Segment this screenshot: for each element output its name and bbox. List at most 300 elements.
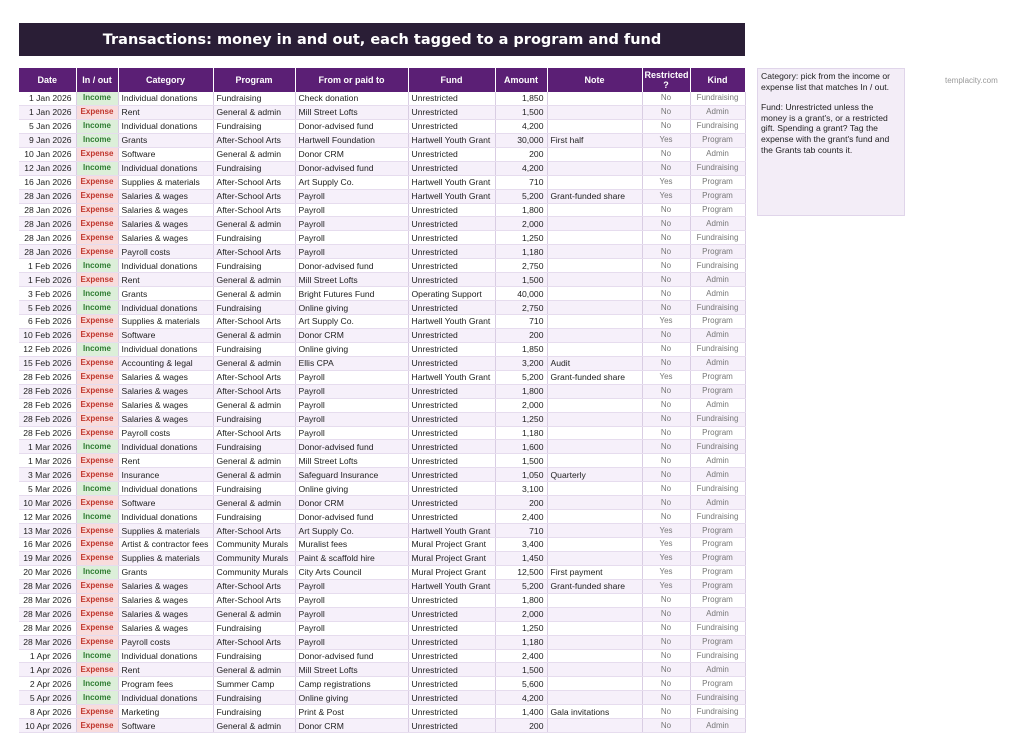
cell-from-or-paid-to[interactable]: Print & Post bbox=[295, 705, 408, 719]
cell-fund[interactable]: Unrestricted bbox=[408, 719, 495, 733]
cell-program[interactable]: After-School Arts bbox=[213, 370, 295, 384]
cell-fund[interactable]: Unrestricted bbox=[408, 454, 495, 468]
cell-category[interactable]: Accounting & legal bbox=[118, 356, 213, 370]
cell-fund[interactable]: Mural Project Grant bbox=[408, 565, 495, 579]
cell-from-or-paid-to[interactable]: Donor-advised fund bbox=[295, 510, 408, 524]
cell-note[interactable] bbox=[547, 607, 642, 621]
cell-kind[interactable]: Admin bbox=[690, 663, 745, 677]
cell-kind[interactable]: Admin bbox=[690, 328, 745, 342]
cell-note[interactable] bbox=[547, 217, 642, 231]
cell-category[interactable]: Software bbox=[118, 328, 213, 342]
cell-kind[interactable]: Fundraising bbox=[690, 510, 745, 524]
cell-program[interactable]: General & admin bbox=[213, 663, 295, 677]
cell-restricted[interactable]: No bbox=[642, 426, 690, 440]
cell-restricted[interactable]: No bbox=[642, 356, 690, 370]
cell-note[interactable] bbox=[547, 649, 642, 663]
cell-in-out[interactable]: Expense bbox=[76, 663, 118, 677]
cell-kind[interactable]: Fundraising bbox=[690, 119, 745, 133]
cell-program[interactable]: Fundraising bbox=[213, 161, 295, 175]
cell-kind[interactable]: Admin bbox=[690, 454, 745, 468]
cell-amount[interactable]: 2,000 bbox=[495, 607, 547, 621]
cell-note[interactable] bbox=[547, 454, 642, 468]
cell-category[interactable]: Individual donations bbox=[118, 440, 213, 454]
cell-fund[interactable]: Unrestricted bbox=[408, 92, 495, 105]
cell-from-or-paid-to[interactable]: Online giving bbox=[295, 482, 408, 496]
cell-restricted[interactable]: No bbox=[642, 384, 690, 398]
cell-fund[interactable]: Unrestricted bbox=[408, 635, 495, 649]
cell-program[interactable]: Fundraising bbox=[213, 691, 295, 705]
cell-amount[interactable]: 3,400 bbox=[495, 538, 547, 552]
cell-fund[interactable]: Unrestricted bbox=[408, 482, 495, 496]
cell-restricted[interactable]: No bbox=[642, 677, 690, 691]
cell-fund[interactable]: Unrestricted bbox=[408, 691, 495, 705]
cell-amount[interactable]: 3,200 bbox=[495, 356, 547, 370]
cell-date[interactable]: 16 Jan 2026 bbox=[19, 175, 76, 189]
cell-fund[interactable]: Operating Support bbox=[408, 287, 495, 301]
cell-in-out[interactable]: Expense bbox=[76, 426, 118, 440]
cell-in-out[interactable]: Expense bbox=[76, 635, 118, 649]
cell-note[interactable] bbox=[547, 524, 642, 538]
cell-restricted[interactable]: No bbox=[642, 705, 690, 719]
cell-date[interactable]: 28 Mar 2026 bbox=[19, 607, 76, 621]
cell-program[interactable]: After-School Arts bbox=[213, 635, 295, 649]
cell-program[interactable]: Fundraising bbox=[213, 482, 295, 496]
cell-from-or-paid-to[interactable]: Mill Street Lofts bbox=[295, 454, 408, 468]
cell-fund[interactable]: Unrestricted bbox=[408, 273, 495, 287]
cell-from-or-paid-to[interactable]: Hartwell Foundation bbox=[295, 133, 408, 147]
cell-category[interactable]: Individual donations bbox=[118, 342, 213, 356]
cell-category[interactable]: Individual donations bbox=[118, 259, 213, 273]
cell-category[interactable]: Salaries & wages bbox=[118, 579, 213, 593]
cell-amount[interactable]: 1,500 bbox=[495, 663, 547, 677]
cell-program[interactable]: Fundraising bbox=[213, 231, 295, 245]
cell-kind[interactable]: Program bbox=[690, 189, 745, 203]
cell-kind[interactable]: Admin bbox=[690, 496, 745, 510]
cell-in-out[interactable]: Expense bbox=[76, 315, 118, 329]
cell-date[interactable]: 9 Jan 2026 bbox=[19, 133, 76, 147]
cell-in-out[interactable]: Expense bbox=[76, 370, 118, 384]
cell-in-out[interactable]: Income bbox=[76, 92, 118, 105]
cell-from-or-paid-to[interactable]: Online giving bbox=[295, 342, 408, 356]
cell-kind[interactable]: Program bbox=[690, 551, 745, 565]
cell-fund[interactable]: Unrestricted bbox=[408, 203, 495, 217]
cell-fund[interactable]: Unrestricted bbox=[408, 593, 495, 607]
cell-note[interactable] bbox=[547, 259, 642, 273]
cell-note[interactable] bbox=[547, 245, 642, 259]
cell-in-out[interactable]: Income bbox=[76, 119, 118, 133]
column-header-program[interactable]: Program bbox=[213, 68, 295, 92]
cell-kind[interactable]: Fundraising bbox=[690, 621, 745, 635]
cell-restricted[interactable]: No bbox=[642, 663, 690, 677]
cell-note[interactable] bbox=[547, 677, 642, 691]
cell-category[interactable]: Salaries & wages bbox=[118, 370, 213, 384]
cell-date[interactable]: 5 Mar 2026 bbox=[19, 482, 76, 496]
cell-program[interactable]: Fundraising bbox=[213, 705, 295, 719]
cell-kind[interactable]: Fundraising bbox=[690, 342, 745, 356]
cell-date[interactable]: 28 Jan 2026 bbox=[19, 203, 76, 217]
cell-date[interactable]: 8 Apr 2026 bbox=[19, 705, 76, 719]
cell-in-out[interactable]: Income bbox=[76, 133, 118, 147]
cell-in-out[interactable]: Income bbox=[76, 565, 118, 579]
cell-amount[interactable]: 1,050 bbox=[495, 468, 547, 482]
cell-amount[interactable]: 710 bbox=[495, 315, 547, 329]
cell-program[interactable]: General & admin bbox=[213, 328, 295, 342]
cell-restricted[interactable]: No bbox=[642, 482, 690, 496]
cell-in-out[interactable]: Expense bbox=[76, 412, 118, 426]
cell-restricted[interactable]: No bbox=[642, 412, 690, 426]
cell-from-or-paid-to[interactable]: Payroll bbox=[295, 426, 408, 440]
cell-kind[interactable]: Fundraising bbox=[690, 691, 745, 705]
cell-in-out[interactable]: Expense bbox=[76, 551, 118, 565]
cell-from-or-paid-to[interactable]: Payroll bbox=[295, 398, 408, 412]
cell-kind[interactable]: Fundraising bbox=[690, 301, 745, 315]
cell-restricted[interactable]: No bbox=[642, 607, 690, 621]
cell-program[interactable]: Fundraising bbox=[213, 92, 295, 105]
cell-kind[interactable]: Admin bbox=[690, 147, 745, 161]
cell-from-or-paid-to[interactable]: Donor CRM bbox=[295, 496, 408, 510]
cell-date[interactable]: 1 Feb 2026 bbox=[19, 259, 76, 273]
cell-amount[interactable]: 2,750 bbox=[495, 259, 547, 273]
cell-date[interactable]: 10 Jan 2026 bbox=[19, 147, 76, 161]
cell-restricted[interactable]: Yes bbox=[642, 551, 690, 565]
cell-date[interactable]: 1 Feb 2026 bbox=[19, 273, 76, 287]
cell-category[interactable]: Salaries & wages bbox=[118, 189, 213, 203]
cell-date[interactable]: 12 Mar 2026 bbox=[19, 510, 76, 524]
cell-in-out[interactable]: Expense bbox=[76, 356, 118, 370]
cell-program[interactable]: Community Murals bbox=[213, 551, 295, 565]
cell-from-or-paid-to[interactable]: Camp registrations bbox=[295, 677, 408, 691]
cell-program[interactable]: Fundraising bbox=[213, 259, 295, 273]
cell-restricted[interactable]: No bbox=[642, 398, 690, 412]
cell-kind[interactable]: Admin bbox=[690, 217, 745, 231]
cell-kind[interactable]: Fundraising bbox=[690, 440, 745, 454]
cell-from-or-paid-to[interactable]: Mill Street Lofts bbox=[295, 105, 408, 119]
cell-date[interactable]: 1 Mar 2026 bbox=[19, 440, 76, 454]
cell-restricted[interactable]: Yes bbox=[642, 524, 690, 538]
cell-amount[interactable]: 710 bbox=[495, 524, 547, 538]
cell-in-out[interactable]: Income bbox=[76, 691, 118, 705]
cell-date[interactable]: 3 Mar 2026 bbox=[19, 468, 76, 482]
column-header-amount[interactable]: Amount bbox=[495, 68, 547, 92]
cell-category[interactable]: Payroll costs bbox=[118, 635, 213, 649]
cell-in-out[interactable]: Expense bbox=[76, 398, 118, 412]
cell-category[interactable]: Supplies & materials bbox=[118, 551, 213, 565]
cell-category[interactable]: Payroll costs bbox=[118, 426, 213, 440]
cell-from-or-paid-to[interactable]: Payroll bbox=[295, 189, 408, 203]
cell-note[interactable] bbox=[547, 551, 642, 565]
cell-from-or-paid-to[interactable]: Donor-advised fund bbox=[295, 440, 408, 454]
cell-category[interactable]: Program fees bbox=[118, 677, 213, 691]
cell-in-out[interactable]: Expense bbox=[76, 273, 118, 287]
cell-kind[interactable]: Fundraising bbox=[690, 705, 745, 719]
cell-date[interactable]: 2 Apr 2026 bbox=[19, 677, 76, 691]
cell-restricted[interactable]: No bbox=[642, 92, 690, 105]
cell-amount[interactable]: 3,100 bbox=[495, 482, 547, 496]
cell-amount[interactable]: 200 bbox=[495, 147, 547, 161]
cell-fund[interactable]: Unrestricted bbox=[408, 147, 495, 161]
cell-note[interactable] bbox=[547, 147, 642, 161]
cell-category[interactable]: Salaries & wages bbox=[118, 217, 213, 231]
cell-program[interactable]: Fundraising bbox=[213, 342, 295, 356]
cell-in-out[interactable]: Expense bbox=[76, 705, 118, 719]
cell-category[interactable]: Salaries & wages bbox=[118, 384, 213, 398]
cell-amount[interactable]: 1,400 bbox=[495, 705, 547, 719]
cell-date[interactable]: 28 Mar 2026 bbox=[19, 635, 76, 649]
cell-note[interactable] bbox=[547, 510, 642, 524]
cell-restricted[interactable]: No bbox=[642, 719, 690, 733]
cell-from-or-paid-to[interactable]: Art Supply Co. bbox=[295, 315, 408, 329]
cell-in-out[interactable]: Expense bbox=[76, 621, 118, 635]
cell-amount[interactable]: 4,200 bbox=[495, 161, 547, 175]
cell-category[interactable]: Salaries & wages bbox=[118, 607, 213, 621]
cell-amount[interactable]: 5,200 bbox=[495, 370, 547, 384]
cell-note[interactable] bbox=[547, 92, 642, 105]
cell-in-out[interactable]: Expense bbox=[76, 231, 118, 245]
cell-program[interactable]: General & admin bbox=[213, 454, 295, 468]
cell-note[interactable] bbox=[547, 496, 642, 510]
cell-kind[interactable]: Program bbox=[690, 426, 745, 440]
cell-category[interactable]: Rent bbox=[118, 454, 213, 468]
cell-amount[interactable]: 1,250 bbox=[495, 412, 547, 426]
cell-date[interactable]: 28 Jan 2026 bbox=[19, 217, 76, 231]
cell-fund[interactable]: Hartwell Youth Grant bbox=[408, 175, 495, 189]
cell-amount[interactable]: 1,500 bbox=[495, 454, 547, 468]
cell-kind[interactable]: Admin bbox=[690, 287, 745, 301]
cell-fund[interactable]: Hartwell Youth Grant bbox=[408, 315, 495, 329]
cell-program[interactable]: General & admin bbox=[213, 356, 295, 370]
cell-fund[interactable]: Unrestricted bbox=[408, 468, 495, 482]
cell-fund[interactable]: Unrestricted bbox=[408, 342, 495, 356]
cell-restricted[interactable]: No bbox=[642, 245, 690, 259]
cell-fund[interactable]: Hartwell Youth Grant bbox=[408, 189, 495, 203]
cell-kind[interactable]: Admin bbox=[690, 273, 745, 287]
cell-restricted[interactable]: Yes bbox=[642, 579, 690, 593]
cell-fund[interactable]: Hartwell Youth Grant bbox=[408, 579, 495, 593]
cell-kind[interactable]: Admin bbox=[690, 468, 745, 482]
cell-date[interactable]: 5 Jan 2026 bbox=[19, 119, 76, 133]
cell-program[interactable]: After-School Arts bbox=[213, 189, 295, 203]
cell-date[interactable]: 10 Mar 2026 bbox=[19, 496, 76, 510]
cell-from-or-paid-to[interactable]: Payroll bbox=[295, 607, 408, 621]
cell-amount[interactable]: 1,500 bbox=[495, 273, 547, 287]
cell-fund[interactable]: Unrestricted bbox=[408, 259, 495, 273]
column-header-fund[interactable]: Fund bbox=[408, 68, 495, 92]
cell-restricted[interactable]: No bbox=[642, 328, 690, 342]
cell-kind[interactable]: Fundraising bbox=[690, 161, 745, 175]
cell-amount[interactable]: 1,450 bbox=[495, 551, 547, 565]
cell-date[interactable]: 28 Mar 2026 bbox=[19, 579, 76, 593]
cell-fund[interactable]: Unrestricted bbox=[408, 677, 495, 691]
cell-restricted[interactable]: No bbox=[642, 161, 690, 175]
cell-date[interactable]: 28 Feb 2026 bbox=[19, 412, 76, 426]
cell-note[interactable] bbox=[547, 273, 642, 287]
cell-program[interactable]: Fundraising bbox=[213, 649, 295, 663]
cell-from-or-paid-to[interactable]: Mill Street Lofts bbox=[295, 663, 408, 677]
cell-from-or-paid-to[interactable]: Donor CRM bbox=[295, 147, 408, 161]
cell-note[interactable] bbox=[547, 203, 642, 217]
cell-category[interactable]: Software bbox=[118, 719, 213, 733]
cell-program[interactable]: After-School Arts bbox=[213, 579, 295, 593]
cell-program[interactable]: After-School Arts bbox=[213, 175, 295, 189]
cell-in-out[interactable]: Income bbox=[76, 301, 118, 315]
cell-date[interactable]: 10 Apr 2026 bbox=[19, 719, 76, 733]
cell-in-out[interactable]: Expense bbox=[76, 105, 118, 119]
cell-note[interactable] bbox=[547, 691, 642, 705]
cell-program[interactable]: After-School Arts bbox=[213, 133, 295, 147]
cell-program[interactable]: General & admin bbox=[213, 273, 295, 287]
cell-in-out[interactable]: Income bbox=[76, 649, 118, 663]
cell-restricted[interactable]: No bbox=[642, 496, 690, 510]
cell-amount[interactable]: 2,000 bbox=[495, 217, 547, 231]
cell-amount[interactable]: 4,200 bbox=[495, 691, 547, 705]
cell-restricted[interactable]: No bbox=[642, 119, 690, 133]
cell-in-out[interactable]: Income bbox=[76, 161, 118, 175]
cell-date[interactable]: 6 Feb 2026 bbox=[19, 315, 76, 329]
cell-from-or-paid-to[interactable]: Ellis CPA bbox=[295, 356, 408, 370]
cell-date[interactable]: 5 Apr 2026 bbox=[19, 691, 76, 705]
cell-fund[interactable]: Unrestricted bbox=[408, 412, 495, 426]
cell-note[interactable] bbox=[547, 301, 642, 315]
cell-restricted[interactable]: No bbox=[642, 593, 690, 607]
cell-from-or-paid-to[interactable]: Donor CRM bbox=[295, 719, 408, 733]
cell-date[interactable]: 1 Jan 2026 bbox=[19, 105, 76, 119]
cell-kind[interactable]: Admin bbox=[690, 607, 745, 621]
cell-amount[interactable]: 200 bbox=[495, 719, 547, 733]
cell-category[interactable]: Rent bbox=[118, 273, 213, 287]
cell-category[interactable]: Supplies & materials bbox=[118, 524, 213, 538]
cell-note[interactable] bbox=[547, 538, 642, 552]
cell-date[interactable]: 13 Mar 2026 bbox=[19, 524, 76, 538]
cell-in-out[interactable]: Expense bbox=[76, 217, 118, 231]
cell-kind[interactable]: Program bbox=[690, 565, 745, 579]
cell-date[interactable]: 28 Jan 2026 bbox=[19, 231, 76, 245]
cell-restricted[interactable]: No bbox=[642, 621, 690, 635]
cell-in-out[interactable]: Income bbox=[76, 510, 118, 524]
cell-fund[interactable]: Unrestricted bbox=[408, 217, 495, 231]
cell-category[interactable]: Supplies & materials bbox=[118, 315, 213, 329]
cell-category[interactable]: Software bbox=[118, 496, 213, 510]
cell-in-out[interactable]: Expense bbox=[76, 189, 118, 203]
cell-amount[interactable]: 1,180 bbox=[495, 635, 547, 649]
cell-program[interactable]: Fundraising bbox=[213, 301, 295, 315]
cell-amount[interactable]: 1,600 bbox=[495, 440, 547, 454]
cell-program[interactable]: After-School Arts bbox=[213, 384, 295, 398]
cell-program[interactable]: General & admin bbox=[213, 719, 295, 733]
cell-category[interactable]: Artist & contractor fees bbox=[118, 538, 213, 552]
cell-amount[interactable]: 1,850 bbox=[495, 342, 547, 356]
cell-restricted[interactable]: No bbox=[642, 440, 690, 454]
cell-program[interactable]: Summer Camp bbox=[213, 677, 295, 691]
cell-kind[interactable]: Fundraising bbox=[690, 649, 745, 663]
cell-kind[interactable]: Program bbox=[690, 384, 745, 398]
cell-note[interactable]: Gala invitations bbox=[547, 705, 642, 719]
cell-date[interactable]: 12 Jan 2026 bbox=[19, 161, 76, 175]
column-header-note[interactable]: Note bbox=[547, 68, 642, 92]
cell-category[interactable]: Individual donations bbox=[118, 649, 213, 663]
cell-in-out[interactable]: Expense bbox=[76, 468, 118, 482]
cell-kind[interactable]: Admin bbox=[690, 398, 745, 412]
cell-category[interactable]: Rent bbox=[118, 105, 213, 119]
cell-in-out[interactable]: Expense bbox=[76, 454, 118, 468]
cell-in-out[interactable]: Income bbox=[76, 342, 118, 356]
cell-amount[interactable]: 1,250 bbox=[495, 231, 547, 245]
cell-kind[interactable]: Program bbox=[690, 175, 745, 189]
cell-kind[interactable]: Program bbox=[690, 370, 745, 384]
cell-note[interactable] bbox=[547, 119, 642, 133]
cell-fund[interactable]: Unrestricted bbox=[408, 440, 495, 454]
cell-in-out[interactable]: Expense bbox=[76, 328, 118, 342]
cell-fund[interactable]: Unrestricted bbox=[408, 301, 495, 315]
column-header-in-out[interactable]: In / out bbox=[76, 68, 118, 92]
cell-date[interactable]: 5 Feb 2026 bbox=[19, 301, 76, 315]
cell-fund[interactable]: Unrestricted bbox=[408, 496, 495, 510]
cell-from-or-paid-to[interactable]: Bright Futures Fund bbox=[295, 287, 408, 301]
cell-program[interactable]: After-School Arts bbox=[213, 426, 295, 440]
cell-date[interactable]: 28 Jan 2026 bbox=[19, 189, 76, 203]
cell-fund[interactable]: Unrestricted bbox=[408, 161, 495, 175]
cell-from-or-paid-to[interactable]: Donor-advised fund bbox=[295, 119, 408, 133]
cell-fund[interactable]: Unrestricted bbox=[408, 663, 495, 677]
cell-category[interactable]: Salaries & wages bbox=[118, 593, 213, 607]
cell-fund[interactable]: Unrestricted bbox=[408, 328, 495, 342]
cell-date[interactable]: 16 Mar 2026 bbox=[19, 538, 76, 552]
cell-kind[interactable]: Program bbox=[690, 245, 745, 259]
cell-fund[interactable]: Unrestricted bbox=[408, 649, 495, 663]
cell-from-or-paid-to[interactable]: Payroll bbox=[295, 635, 408, 649]
cell-program[interactable]: General & admin bbox=[213, 147, 295, 161]
cell-category[interactable]: Grants bbox=[118, 133, 213, 147]
cell-in-out[interactable]: Expense bbox=[76, 524, 118, 538]
cell-category[interactable]: Grants bbox=[118, 287, 213, 301]
cell-note[interactable] bbox=[547, 412, 642, 426]
cell-note[interactable] bbox=[547, 482, 642, 496]
cell-restricted[interactable]: No bbox=[642, 105, 690, 119]
cell-in-out[interactable]: Income bbox=[76, 482, 118, 496]
cell-from-or-paid-to[interactable]: Payroll bbox=[295, 412, 408, 426]
cell-kind[interactable]: Program bbox=[690, 315, 745, 329]
cell-fund[interactable]: Unrestricted bbox=[408, 705, 495, 719]
cell-note[interactable] bbox=[547, 593, 642, 607]
cell-program[interactable]: General & admin bbox=[213, 105, 295, 119]
cell-from-or-paid-to[interactable]: Payroll bbox=[295, 217, 408, 231]
cell-amount[interactable]: 2,000 bbox=[495, 398, 547, 412]
cell-from-or-paid-to[interactable]: Payroll bbox=[295, 384, 408, 398]
cell-note[interactable] bbox=[547, 426, 642, 440]
cell-note[interactable] bbox=[547, 315, 642, 329]
cell-program[interactable]: General & admin bbox=[213, 217, 295, 231]
cell-category[interactable]: Supplies & materials bbox=[118, 175, 213, 189]
cell-note[interactable] bbox=[547, 287, 642, 301]
cell-amount[interactable]: 1,850 bbox=[495, 92, 547, 105]
cell-date[interactable]: 19 Mar 2026 bbox=[19, 551, 76, 565]
cell-program[interactable]: General & admin bbox=[213, 496, 295, 510]
cell-note[interactable] bbox=[547, 719, 642, 733]
cell-in-out[interactable]: Expense bbox=[76, 175, 118, 189]
cell-amount[interactable]: 710 bbox=[495, 175, 547, 189]
cell-amount[interactable]: 1,800 bbox=[495, 203, 547, 217]
cell-date[interactable]: 12 Feb 2026 bbox=[19, 342, 76, 356]
cell-program[interactable]: After-School Arts bbox=[213, 593, 295, 607]
cell-date[interactable]: 28 Jan 2026 bbox=[19, 245, 76, 259]
cell-in-out[interactable]: Expense bbox=[76, 384, 118, 398]
cell-in-out[interactable]: Expense bbox=[76, 496, 118, 510]
cell-restricted[interactable]: No bbox=[642, 217, 690, 231]
cell-fund[interactable]: Unrestricted bbox=[408, 384, 495, 398]
cell-restricted[interactable]: No bbox=[642, 468, 690, 482]
cell-restricted[interactable]: Yes bbox=[642, 133, 690, 147]
cell-kind[interactable]: Admin bbox=[690, 105, 745, 119]
cell-note[interactable] bbox=[547, 342, 642, 356]
